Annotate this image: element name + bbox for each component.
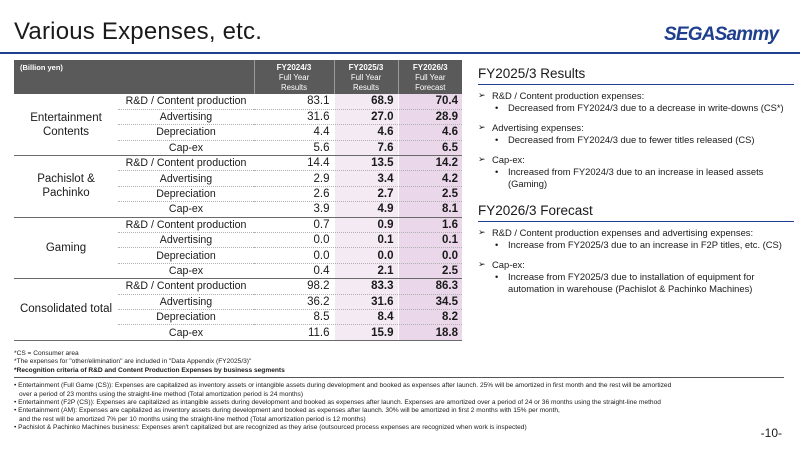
value-fy2025: 2.1 bbox=[334, 263, 398, 278]
arrow-bullet-icon: ➢ bbox=[478, 122, 486, 133]
value-fy2025: 31.6 bbox=[334, 294, 398, 309]
value-fy2026: 6.5 bbox=[398, 140, 462, 155]
col-fy: FY2025/3 bbox=[348, 63, 384, 72]
row-item-label: Cap-ex bbox=[118, 202, 254, 217]
dot-bullet-icon: • bbox=[495, 101, 499, 113]
row-item-label: Cap-ex bbox=[118, 263, 254, 278]
bullet-heading: Cap-ex: bbox=[492, 259, 525, 271]
value-fy2025: 68.9 bbox=[334, 94, 398, 109]
value-fy2024: 98.2 bbox=[254, 279, 334, 294]
col-header-fy2024 bbox=[254, 60, 334, 94]
value-fy2026: 2.5 bbox=[398, 263, 462, 278]
table-row bbox=[14, 156, 462, 171]
value-fy2025: 83.3 bbox=[334, 279, 398, 294]
row-item-label: R&D / Content production bbox=[118, 279, 254, 294]
value-fy2025: 4.9 bbox=[334, 202, 398, 217]
arrow-bullet-icon: ➢ bbox=[478, 154, 486, 165]
bullet-item bbox=[478, 227, 794, 239]
value-fy2024: 0.4 bbox=[254, 263, 334, 278]
row-item-label: Advertising bbox=[118, 294, 254, 309]
arrow-bullet-icon: ➢ bbox=[478, 259, 486, 270]
row-item-label: R&D / Content production bbox=[118, 94, 254, 109]
footnotes bbox=[14, 350, 784, 433]
row-item-label: Depreciation bbox=[118, 186, 254, 201]
commentary-panel bbox=[478, 66, 794, 294]
criteria-text: Pachislot & Pachinko Machines business: Expenses aren't capitalized but are recognized as they arise (outsourced process expenses are recognized when work is inspected) bbox=[18, 424, 527, 432]
criteria-text: over a period of 23 months using the straight-line method (Total amortization period is 24 months) bbox=[19, 390, 304, 398]
value-fy2026: 0.1 bbox=[398, 233, 462, 248]
value-fy2024: 11.6 bbox=[254, 325, 334, 340]
value-fy2025: 15.9 bbox=[334, 325, 398, 340]
row-item-label: Depreciation bbox=[118, 248, 254, 263]
sub-bullet-item bbox=[478, 102, 794, 114]
row-item-label: Advertising bbox=[118, 171, 254, 186]
sub-bullet-item bbox=[478, 166, 794, 189]
value-fy2026: 0.0 bbox=[398, 248, 462, 263]
value-fy2024: 0.7 bbox=[254, 217, 334, 232]
value-fy2026: 1.6 bbox=[398, 217, 462, 232]
col-line2: Results bbox=[281, 83, 307, 92]
value-fy2024: 3.9 bbox=[254, 202, 334, 217]
segment-name: Entertainment Contents bbox=[14, 94, 118, 156]
value-fy2025: 0.0 bbox=[334, 248, 398, 263]
row-item-label: Cap-ex bbox=[118, 140, 254, 155]
col-header-fy2025 bbox=[334, 60, 398, 94]
row-item-label: R&D / Content production bbox=[118, 217, 254, 232]
col-header-fy2026 bbox=[398, 60, 462, 94]
sub-bullet-item bbox=[478, 239, 794, 251]
bullet-item bbox=[478, 154, 794, 166]
value-fy2024: 4.4 bbox=[254, 125, 334, 140]
dot-bullet-icon: • bbox=[495, 133, 499, 145]
value-fy2025: 0.1 bbox=[334, 233, 398, 248]
value-fy2024: 14.4 bbox=[254, 156, 334, 171]
value-fy2025: 13.5 bbox=[334, 156, 398, 171]
row-item-label: Depreciation bbox=[118, 125, 254, 140]
segment-name: Gaming bbox=[14, 217, 118, 279]
criteria-text: Entertainment (Full Game (CS)): Expenses are capitalized as inventory assets or intangible assets during development and booked as expenses after launch. 25% will be amortized in first month and the rest will be amortized bbox=[18, 382, 672, 390]
bullet-heading: Cap-ex: bbox=[492, 154, 525, 166]
value-fy2024: 8.5 bbox=[254, 309, 334, 324]
value-fy2025: 7.6 bbox=[334, 140, 398, 155]
criteria-line: • Entertainment (AM): Expenses are capitalized as inventory assets during development and booked as expenses after launch. 30% will be amortized in first 2 months with 15% per month, bbox=[14, 407, 560, 415]
criteria-line bbox=[14, 391, 784, 399]
value-fy2024: 5.6 bbox=[254, 140, 334, 155]
row-item-label: Advertising bbox=[118, 233, 254, 248]
sub-bullet-text: Decreased from FY2024/3 due to fewer titles released (CS) bbox=[508, 133, 755, 145]
note-line: *The expenses for "other/elimination" are included in "Data Appendix (FY2025/3)" bbox=[14, 358, 252, 366]
page-title: Various Expenses, etc. bbox=[14, 18, 263, 45]
criteria-text: Entertainment (F2P (CS)): Expenses are capitalized as intangible assets during development and booked as expenses after launch. Expenses are amortized over a period of 24 or 36 months using the straight-line method bbox=[18, 399, 661, 407]
value-fy2026: 34.5 bbox=[398, 294, 462, 309]
company-logo bbox=[664, 24, 780, 46]
table-row bbox=[14, 94, 462, 109]
col-line2: Results bbox=[353, 83, 379, 92]
bullet-heading: R&D / Content production expenses: bbox=[492, 90, 645, 101]
notes-divider bbox=[14, 377, 784, 378]
sub-bullet-text: Increase from FY2025/3 due to installation of equipment for automation in warehouse (Pachislot & Pachinko Machines) bbox=[508, 270, 755, 294]
col-line2: Forecast bbox=[415, 83, 446, 92]
results-list bbox=[478, 90, 794, 189]
criteria-title: *Recognition criteria of R&D and Content Production Expenses by business segments bbox=[14, 366, 285, 374]
sub-bullet-item bbox=[478, 271, 794, 294]
title-divider bbox=[0, 52, 800, 54]
row-item-label: R&D / Content production bbox=[118, 156, 254, 171]
col-line1: Full Year bbox=[350, 73, 382, 82]
row-item-label: Advertising bbox=[118, 109, 254, 124]
criteria-text: and the rest will be amortized 7% per 10 months using the straight-line method (Total amortization period is 12 months) bbox=[19, 415, 366, 423]
table-row bbox=[14, 279, 462, 294]
criteria-line: • Entertainment (F2P (CS)): Expenses are capitalized as intangible assets during development and booked as expenses after launch. Expenses are amortized over a period of 24 or 36 months using the straight-line method bbox=[14, 399, 661, 407]
value-fy2025: 2.7 bbox=[334, 186, 398, 201]
value-fy2026: 14.2 bbox=[398, 156, 462, 171]
criteria-text: Entertainment (AM): Expenses are capitalized as inventory assets during development and booked as expenses after launch. 30% will be amortized in first 2 months with 15% per month, bbox=[18, 407, 560, 415]
criteria-line bbox=[14, 416, 784, 424]
sub-bullet-text: Increase from FY2025/3 due to an increase in F2P titles, etc. (CS) bbox=[508, 238, 782, 250]
unit-label: (Billion yen) bbox=[14, 60, 254, 94]
value-fy2026: 8.1 bbox=[398, 202, 462, 217]
segment-name: Consolidated total bbox=[14, 279, 118, 341]
value-fy2026: 28.9 bbox=[398, 109, 462, 124]
forecast-title: FY2026/3 Forecast bbox=[478, 203, 794, 222]
sub-bullet-text: Increased from FY2024/3 due to an increase in leased assets (Gaming) bbox=[508, 165, 764, 189]
page-number: -10- bbox=[760, 426, 782, 440]
forecast-list bbox=[478, 227, 794, 294]
arrow-bullet-icon: ➢ bbox=[478, 227, 486, 238]
criteria-line: • Entertainment (Full Game (CS)): Expenses are capitalized as inventory assets or intangible assets during development and booked as expenses after launch. 25% will be amortized in first month and the rest will be amortized bbox=[14, 382, 672, 390]
segment-name: Pachislot & Pachinko bbox=[14, 156, 118, 218]
value-fy2024: 83.1 bbox=[254, 94, 334, 109]
value-fy2024: 2.9 bbox=[254, 171, 334, 186]
value-fy2025: 0.9 bbox=[334, 217, 398, 232]
bullet-item bbox=[478, 122, 794, 134]
table-row bbox=[14, 217, 462, 232]
col-line1: Full Year bbox=[415, 73, 446, 82]
row-item-label: Cap-ex bbox=[118, 325, 254, 340]
value-fy2025: 4.6 bbox=[334, 125, 398, 140]
bullet-item bbox=[478, 259, 794, 271]
table-header-row bbox=[14, 60, 462, 94]
value-fy2026: 18.8 bbox=[398, 325, 462, 340]
col-line1: Full Year bbox=[278, 73, 310, 82]
arrow-bullet-icon: ➢ bbox=[478, 90, 486, 100]
value-fy2024: 0.0 bbox=[254, 248, 334, 263]
col-fy: FY2024/3 bbox=[276, 63, 312, 72]
dot-bullet-icon: • bbox=[495, 165, 499, 177]
dot-bullet-icon: • bbox=[495, 238, 499, 250]
value-fy2025: 27.0 bbox=[334, 109, 398, 124]
col-fy: FY2026/3 bbox=[412, 63, 448, 72]
value-fy2026: 4.2 bbox=[398, 171, 462, 186]
results-title: FY2025/3 Results bbox=[478, 66, 794, 85]
value-fy2025: 3.4 bbox=[334, 171, 398, 186]
value-fy2025: 8.4 bbox=[334, 309, 398, 324]
row-item-label: Depreciation bbox=[118, 309, 254, 324]
value-fy2024: 31.6 bbox=[254, 109, 334, 124]
criteria-line: • Pachislot & Pachinko Machines business: Expenses aren't capitalized but are recognized as they arise (outsourced process expenses are recognized when work is inspected) bbox=[14, 424, 527, 432]
bullet-item bbox=[478, 90, 794, 102]
sub-bullet-item bbox=[478, 134, 794, 146]
value-fy2024: 0.0 bbox=[254, 233, 334, 248]
value-fy2024: 2.6 bbox=[254, 186, 334, 201]
dot-bullet-icon: • bbox=[495, 270, 499, 282]
value-fy2026: 86.3 bbox=[398, 279, 462, 294]
bullet-heading: R&D / Content production expenses and advertising expenses: bbox=[492, 227, 754, 239]
table-body bbox=[14, 94, 462, 340]
value-fy2026: 4.6 bbox=[398, 125, 462, 140]
note-line: *CS = Consumer area bbox=[14, 350, 79, 357]
value-fy2026: 2.5 bbox=[398, 186, 462, 201]
expenses-table bbox=[14, 60, 462, 341]
value-fy2026: 70.4 bbox=[398, 94, 462, 109]
sub-bullet-text: Decreased from FY2024/3 due to a decrease in write-downs (CS*) bbox=[508, 101, 784, 113]
logo-text: SEGASammy bbox=[664, 24, 779, 45]
value-fy2026: 8.2 bbox=[398, 309, 462, 324]
value-fy2024: 36.2 bbox=[254, 294, 334, 309]
bullet-heading: Advertising expenses: bbox=[492, 122, 584, 134]
